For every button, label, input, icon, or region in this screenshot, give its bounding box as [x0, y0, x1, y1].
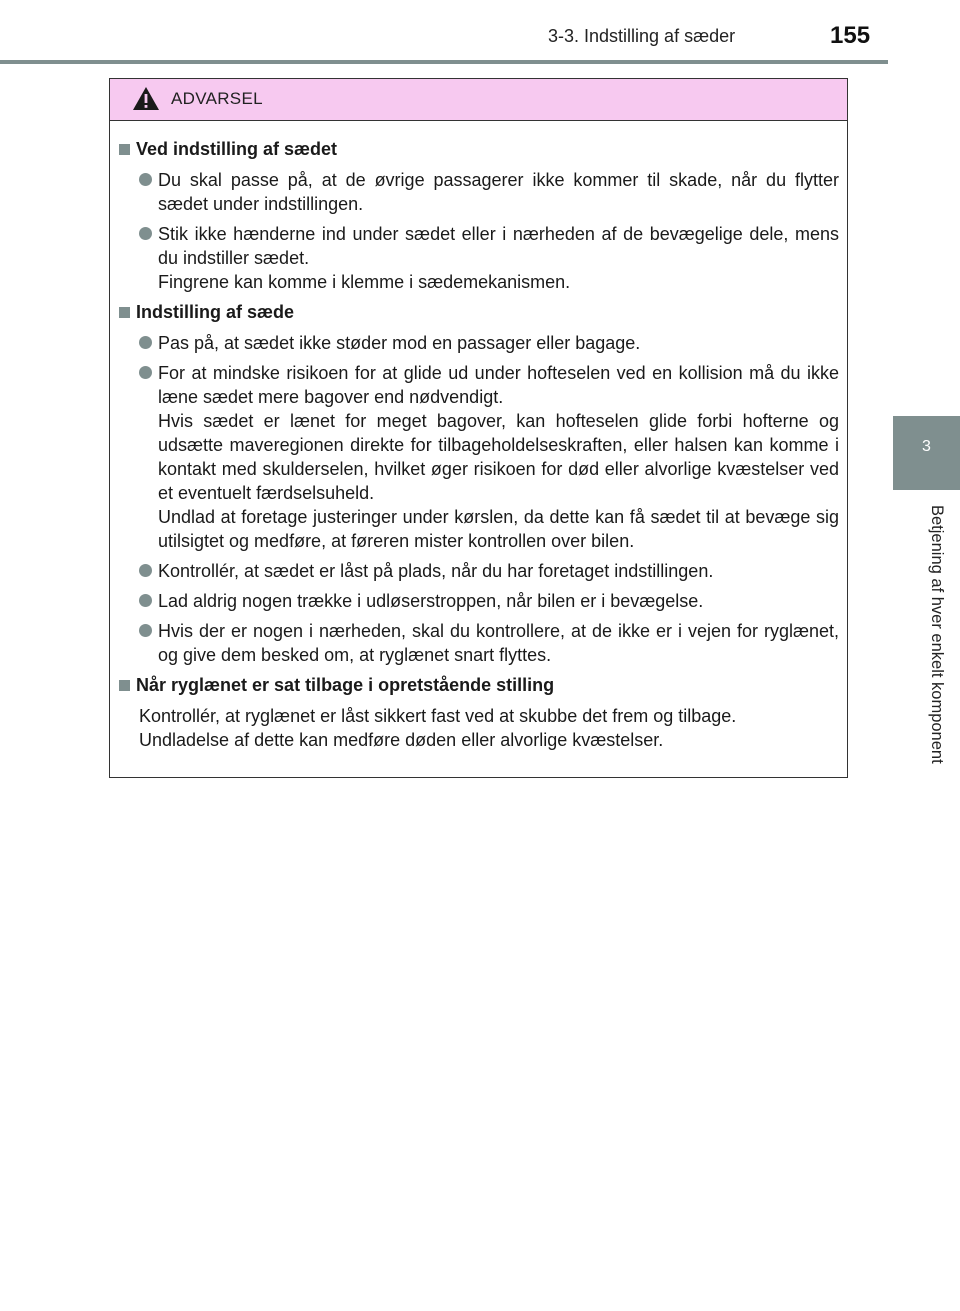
- list-item: [139, 168, 839, 216]
- list-item-text: Hvis der er nogen i nærheden, skal du kontrollere, at de ikke er i vejen for ryglænet, og give dem besked om, at ryglænet snart flyttes.: [158, 621, 839, 665]
- list-item-text: Du skal passe på, at de øvrige passagerer ikke kommer til skade, når du flytter sædet under indstillingen.: [158, 170, 839, 214]
- circle-bullet-icon: [139, 594, 152, 607]
- section-heading-text: Når ryglænet er sat tilbage i opretstående stilling: [136, 675, 555, 695]
- list-item-text: Undlad at foretage justeringer under kørslen, da dette kan få sædet til at bevæge sig utilsigtet og medføre, at føreren mister kontrollen over bilen.: [158, 507, 839, 551]
- header-rule: [0, 60, 888, 64]
- circle-bullet-icon: [139, 366, 152, 379]
- section-title: 3-3. Indstilling af sæder: [548, 26, 736, 46]
- list-item-text: Hvis sædet er lænet for meget bagover, kan hofteselen glide forbi hofterne og udsætte maveregionen direkte for tilbageholdelseskraften, eller halsen kan komme i kontakt med skulderselen, hvilket øger risikoen for død eller alvorlige kvæstelser ved et eventuelt færdselsuheld.: [158, 411, 839, 503]
- list-item: [139, 619, 839, 667]
- circle-bullet-icon: [139, 624, 152, 637]
- list-item: [139, 331, 839, 355]
- chapter-tab: [893, 416, 960, 490]
- warning-title: ADVARSEL: [171, 89, 263, 108]
- section-heading-text: Ved indstilling af sædet: [136, 139, 338, 159]
- list-item-text: Kontrollér, at sædet er låst på plads, når du har foretaget indstillingen.: [158, 561, 714, 581]
- square-bullet-icon: [119, 307, 130, 318]
- paragraph-line: Undladelse af dette kan medføre døden eller alvorlige kvæstelser.: [139, 730, 664, 750]
- square-bullet-icon: [119, 680, 130, 691]
- warning-header: [110, 79, 847, 121]
- square-bullet-icon: [119, 144, 130, 155]
- list-item-text: For at mindske risikoen for at glide ud under hofteselen ved en kollision må du ikke læne sædet mere bagover end nødvendigt.: [158, 363, 839, 407]
- chapter-title: Betjening af hver enkelt komponent: [928, 505, 946, 764]
- circle-bullet-icon: [139, 173, 152, 186]
- warning-triangle-icon: [132, 86, 160, 111]
- list-item: [139, 222, 839, 294]
- section-heading: [119, 673, 839, 697]
- list-item: [139, 559, 839, 583]
- section-heading: [119, 300, 839, 324]
- circle-bullet-icon: [139, 336, 152, 349]
- page-number: 155: [830, 22, 871, 49]
- circle-bullet-icon: [139, 227, 152, 240]
- warning-box: [109, 78, 848, 778]
- list-item: [139, 589, 839, 613]
- section-paragraph: [139, 704, 839, 752]
- list-item: [139, 361, 839, 553]
- list-item-text: Lad aldrig nogen trække i udløserstroppen, når bilen er i bevægelse.: [158, 591, 704, 611]
- section-heading-text: Indstilling af sæde: [136, 302, 295, 322]
- circle-bullet-icon: [139, 564, 152, 577]
- list-item-text: Stik ikke hænderne ind under sædet eller i nærheden af de bevægelige dele, mens du indstiller sædet.: [158, 224, 839, 268]
- chapter-number: 3: [922, 438, 931, 455]
- section-heading: [119, 137, 839, 161]
- list-item-text: Fingrene kan komme i klemme i sædemekanismen.: [158, 272, 571, 292]
- paragraph-line: Kontrollér, at ryglænet er låst sikkert fast ved at skubbe det frem og tilbage.: [139, 706, 737, 726]
- list-item-text: Pas på, at sædet ikke støder mod en passager eller bagage.: [158, 333, 641, 353]
- warning-body: [110, 121, 847, 752]
